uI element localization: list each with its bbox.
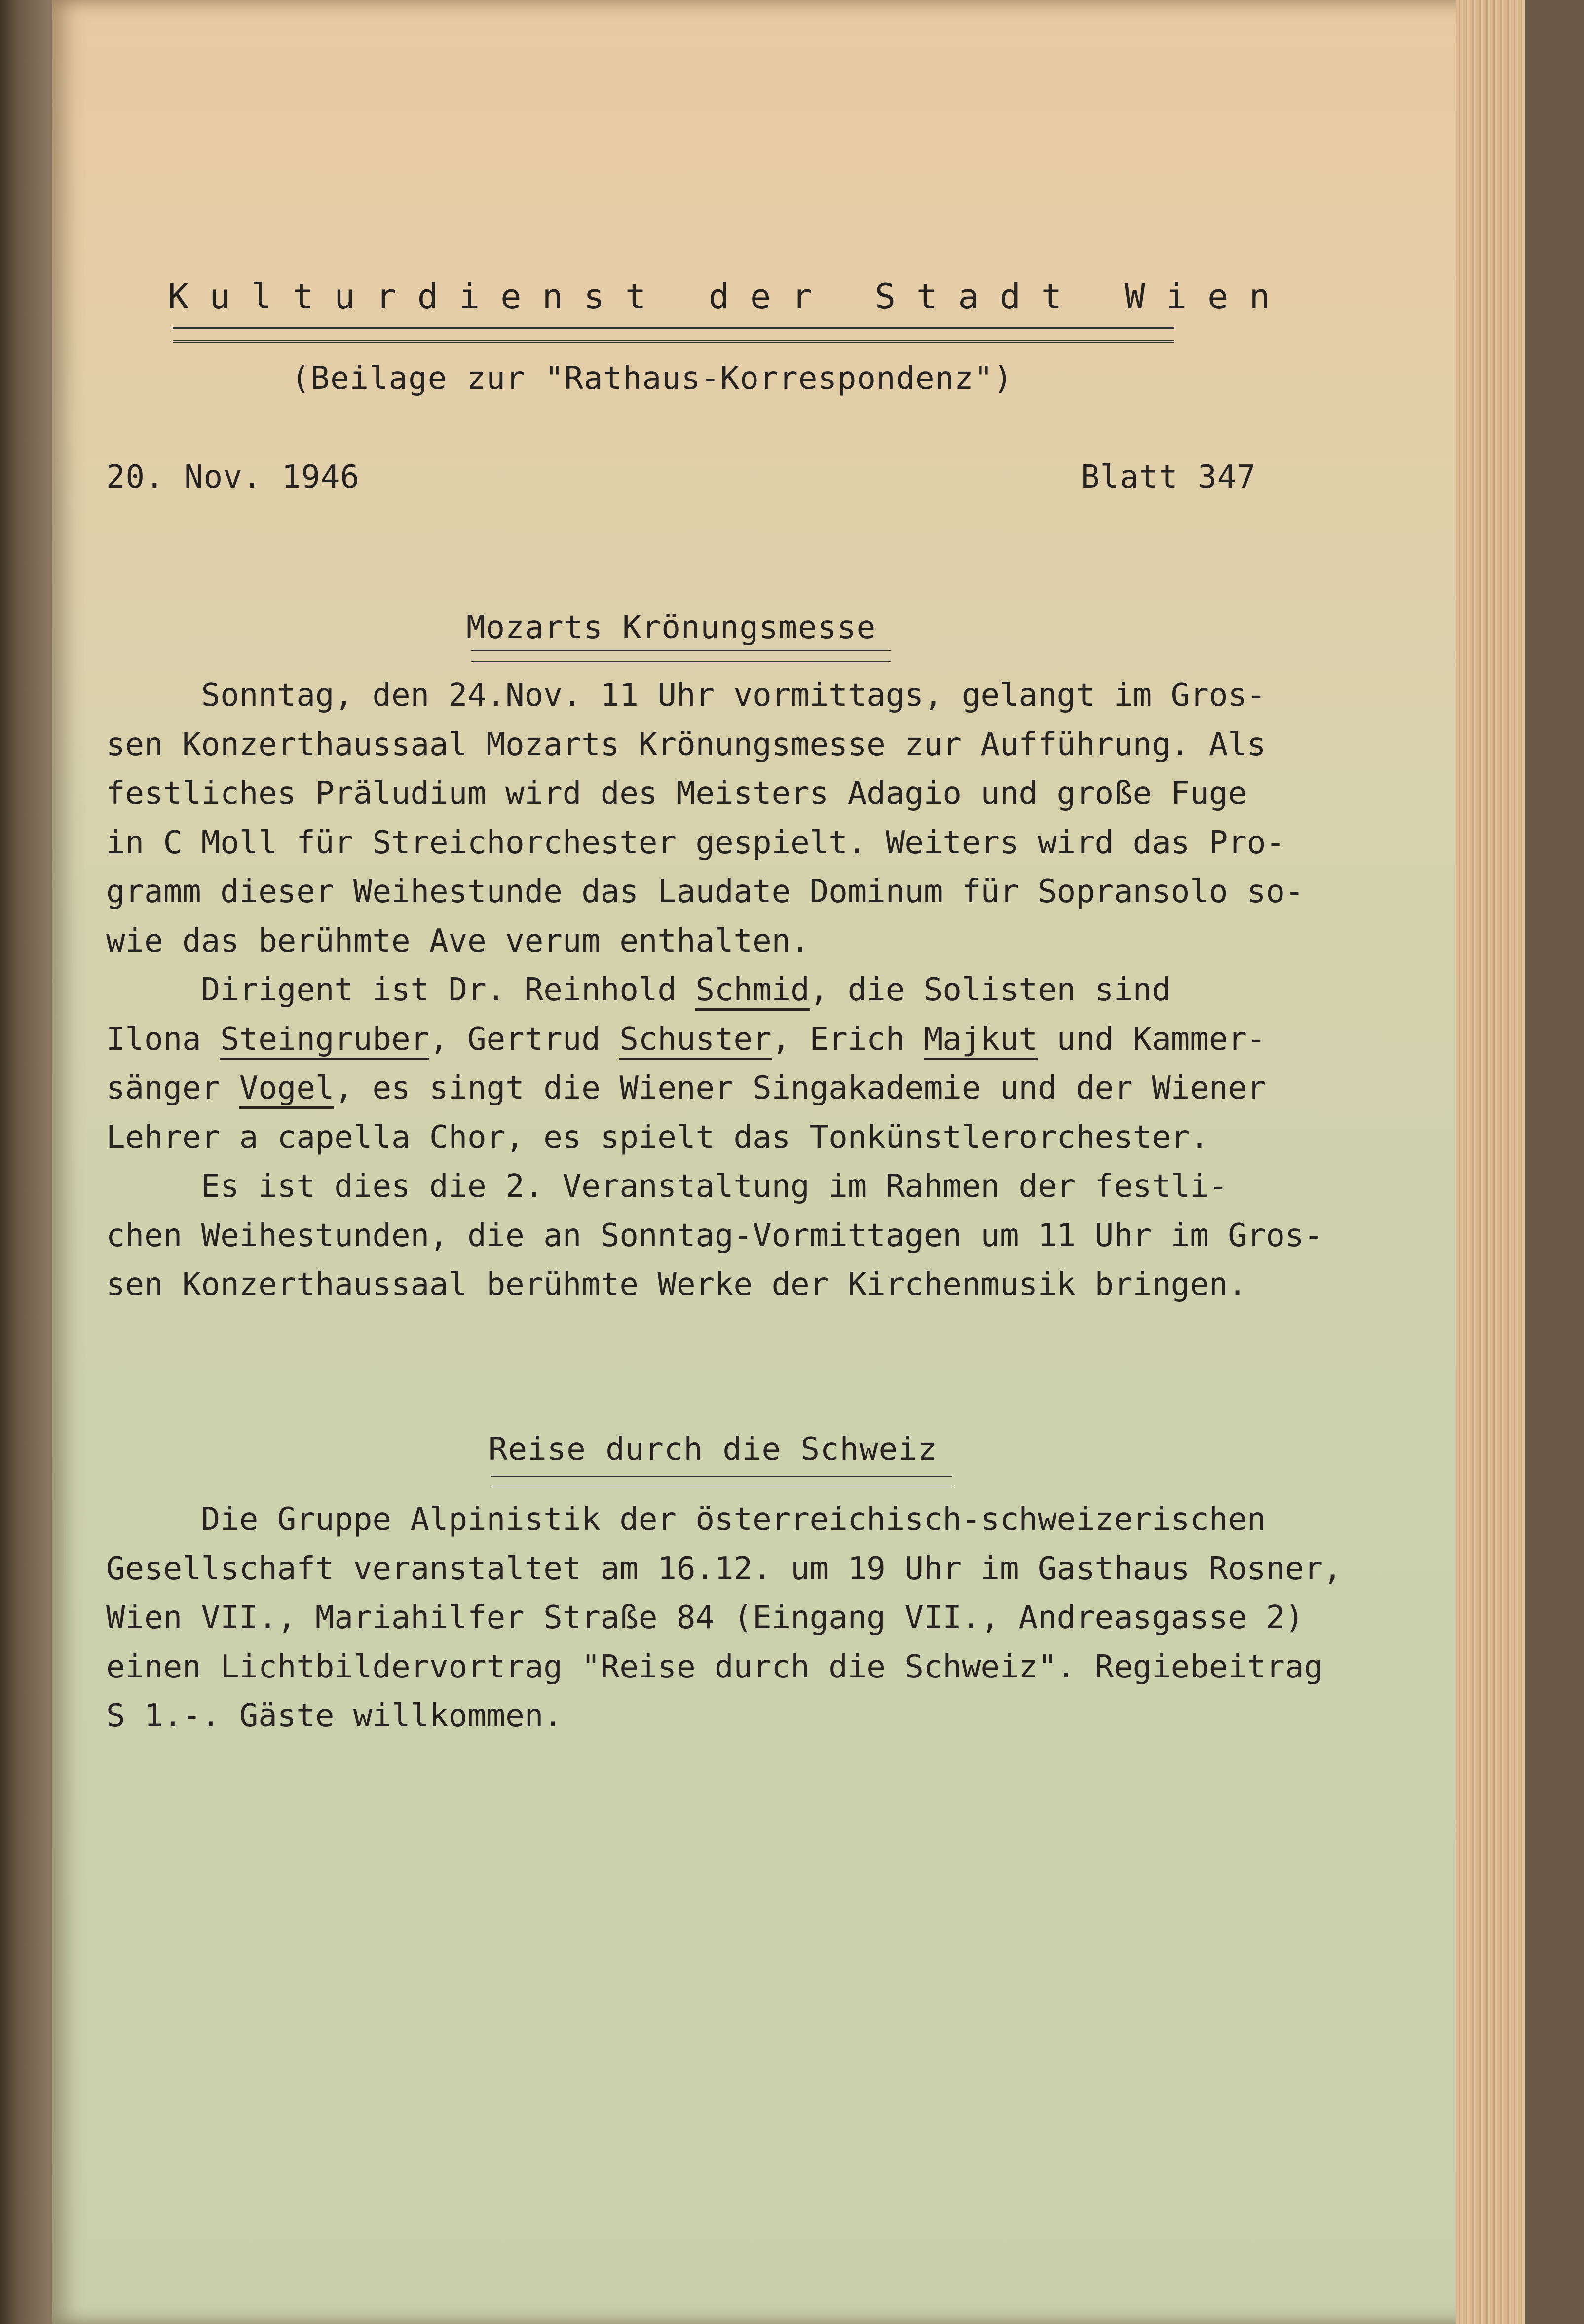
underlined-name-schmid: Schmid bbox=[695, 972, 809, 1011]
text-run: , die Solisten sind bbox=[809, 972, 1171, 1008]
article2-line: Wien VII., Mariahilfer Straße 84 (Eingang VII., Andreasgasse 2) bbox=[106, 1600, 1304, 1636]
text-run: sänger bbox=[106, 1070, 239, 1106]
article2-body bbox=[106, 1495, 1342, 1741]
underlined-name-schuster: Schuster bbox=[619, 1021, 771, 1060]
article1-line: sen Konzerthaussaal berühmte Werke der Kirchenmusik bringen. bbox=[106, 1266, 1247, 1303]
masthead-rule bbox=[173, 327, 1174, 343]
article1-line: festliches Präludium wird des Meisters Adagio und große Fuge bbox=[106, 775, 1247, 812]
text-run: Dirigent ist Dr. Reinhold bbox=[106, 972, 696, 1008]
underlined-name-majkut: Majkut bbox=[924, 1021, 1038, 1060]
article2-heading: Reise durch die Schweiz bbox=[489, 1431, 938, 1468]
masthead-subtitle: (Beilage zur "Rathaus-Korrespondenz") bbox=[291, 360, 1013, 397]
article1-line: Lehrer a capella Chor, es spielt das Tonkünstlerorchester. bbox=[106, 1119, 1209, 1156]
article1-line: wie das berühmte Ave verum enthalten. bbox=[106, 922, 810, 959]
article2-line: Gesellschaft veranstaltet am 16.12. um 19 Uhr im Gasthaus Rosner, bbox=[106, 1550, 1342, 1587]
article1-line: chen Weihestunden, die an Sonntag-Vormittagen um 11 Uhr im Gros- bbox=[106, 1217, 1323, 1254]
article1-heading: Mozarts Krönungsmesse bbox=[466, 610, 876, 646]
article1-line bbox=[106, 966, 1323, 1015]
underlined-name-vogel: Vogel bbox=[239, 1070, 335, 1109]
text-run: , Erich bbox=[771, 1021, 924, 1058]
article1-line: in C Moll für Streichorchester gespielt. Weiters wird das Pro- bbox=[106, 824, 1285, 861]
article1-heading-rule bbox=[471, 649, 891, 662]
article1-line: gramm dieser Weihestunde das Laudate Dominum für Sopransolo so- bbox=[106, 874, 1304, 910]
text-run: und Kammer- bbox=[1038, 1021, 1266, 1058]
sheet-number: Blatt 347 bbox=[1081, 459, 1256, 495]
article1-body bbox=[106, 671, 1323, 1310]
issue-date: 20. Nov. 1946 bbox=[106, 459, 360, 495]
article1-line: Es ist dies die 2. Veranstaltung im Rahmen der festli- bbox=[106, 1168, 1228, 1205]
article1-line: Sonntag, den 24.Nov. 11 Uhr vormittags, gelangt im Gros- bbox=[106, 677, 1266, 714]
article1-line: sen Konzerthaussaal Mozarts Krönungsmesse zur Aufführung. Als bbox=[106, 726, 1266, 763]
text-run: , es singt die Wiener Singakademie und der Wiener bbox=[334, 1070, 1266, 1106]
page-edges bbox=[1456, 0, 1525, 2324]
underlined-name-steingruber: Steingruber bbox=[220, 1021, 429, 1060]
article2-line: S 1.-. Gäste willkommen. bbox=[106, 1698, 563, 1734]
article2-line: Die Gruppe Alpinistik der österreichisch-schweizerischen bbox=[106, 1501, 1266, 1538]
article2-heading-rule bbox=[491, 1475, 952, 1487]
text-run: Ilona bbox=[106, 1021, 221, 1058]
article2-line: einen Lichtbildervortrag "Reise durch die Schweiz". Regiebeitrag bbox=[106, 1648, 1323, 1685]
text-run: , Gertrud bbox=[429, 1021, 620, 1058]
article1-line bbox=[106, 1015, 1323, 1065]
article1-line bbox=[106, 1064, 1323, 1113]
masthead-title: K u l t u r d i e n s t d e r S t a d t W i e n bbox=[168, 276, 1270, 317]
